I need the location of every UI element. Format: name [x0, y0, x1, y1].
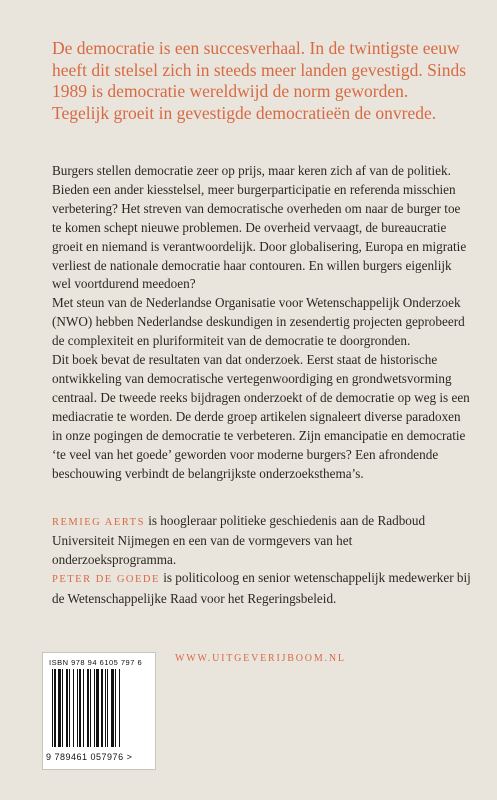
barcode-bar	[115, 669, 116, 747]
barcode-bar	[69, 669, 70, 747]
barcode-bar	[119, 669, 120, 747]
lead-paragraph: De democratie is een succesverhaal. In de twintigste eeuw heeft dit stelsel zich in steeds meer landen gevestigd. Sinds 1989 is democratie wereldwijd de norm geworden. Tegelijk groeit in gevestigde democratieën de onvrede.	[52, 38, 467, 123]
barcode-bar	[77, 669, 78, 747]
body-paragraph-3: Dit boek bevat de resultaten van dat onderzoek. Eerst staat de historische ontwikkeling van democratische vertegenwoordiging en grondwetsvorming centraal. De tweede reeks bijdragen onderzoekt of de democratie op weg is een mediacratie te worden. De derde groep artikelen signaleert diverse paradoxen in onze pogingen de democratie te verbeteren. Zijn emancipatie en democratie ‘te veel van het goede’ geworden voor moderne burgers? Een afrondende beschouwing verbindt de belangrijkste onderzoeksthema’s.	[52, 352, 470, 481]
barcode-bar	[52, 669, 53, 747]
barcode-bar	[94, 669, 95, 747]
barcode-bar	[66, 669, 68, 747]
publisher-website: WWW.UITGEVERIJBOOM.NL	[175, 653, 346, 664]
barcode-bar	[62, 669, 63, 747]
barcode	[42, 652, 156, 770]
author-text-2: is politicoloog en senior wetenschappelijk medewerker bij de Wetenschappelijke Raad voor het Regeringsbeleid.	[52, 570, 471, 606]
barcode-bar	[58, 669, 61, 747]
author-bio-2	[52, 569, 472, 608]
isbn-label: ISBN 978 94 6105 797 6	[49, 658, 143, 667]
body-paragraph-1: Burgers stellen democratie zeer op prijs, maar keren zich af van de politiek. Bieden een ander kiesstelsel, meer burgerparticipatie en referenda misschien verbetering? Het streven van democratische overheden om naar de burger toe te komen schept nieuwe problemen. De overheid vervaagt, de bureaucratie groeit en niemand is verantwoordelijk. Door globalisering, Europa en migratie verliest de nationale democratie haar contouren. En willen burgers eigenlijk wel voortdurend meedoen?	[52, 163, 467, 292]
author-bio-1	[52, 512, 472, 569]
barcode-bar	[111, 669, 114, 747]
barcode-bar	[105, 669, 106, 747]
barcode-bar	[107, 669, 108, 747]
author-text-1: is hoogleraar politieke geschiedenis aan de Radboud Universiteit Nijmegen en een van de vormgevers van het onderzoeksprogramma.	[52, 513, 426, 567]
barcode-bar	[90, 669, 91, 747]
author-bios	[52, 512, 472, 608]
barcode-bar	[73, 669, 74, 747]
barcode-bar	[79, 669, 81, 747]
barcode-bars	[52, 669, 148, 747]
barcode-bar	[101, 669, 103, 747]
author-name-2: PETER DE GOEDE	[52, 574, 160, 586]
body-text	[52, 162, 472, 483]
body-paragraph-2: Met steun van de Nederlandse Organisatie voor Wetenschappelijk Onderzoek (NWO) hebben Nederlandse deskundigen in zesendertig projecten geprobeerd de complexiteit en pluriformiteit van de democratie te doorgronden.	[52, 295, 465, 349]
barcode-bar	[54, 669, 56, 747]
author-name-1: REMIEG AERTS	[52, 517, 145, 528]
barcode-bar	[96, 669, 99, 747]
barcode-bar	[83, 669, 84, 747]
barcode-bar	[87, 669, 89, 747]
barcode-digits: 9 789461 057976 >	[46, 752, 133, 762]
